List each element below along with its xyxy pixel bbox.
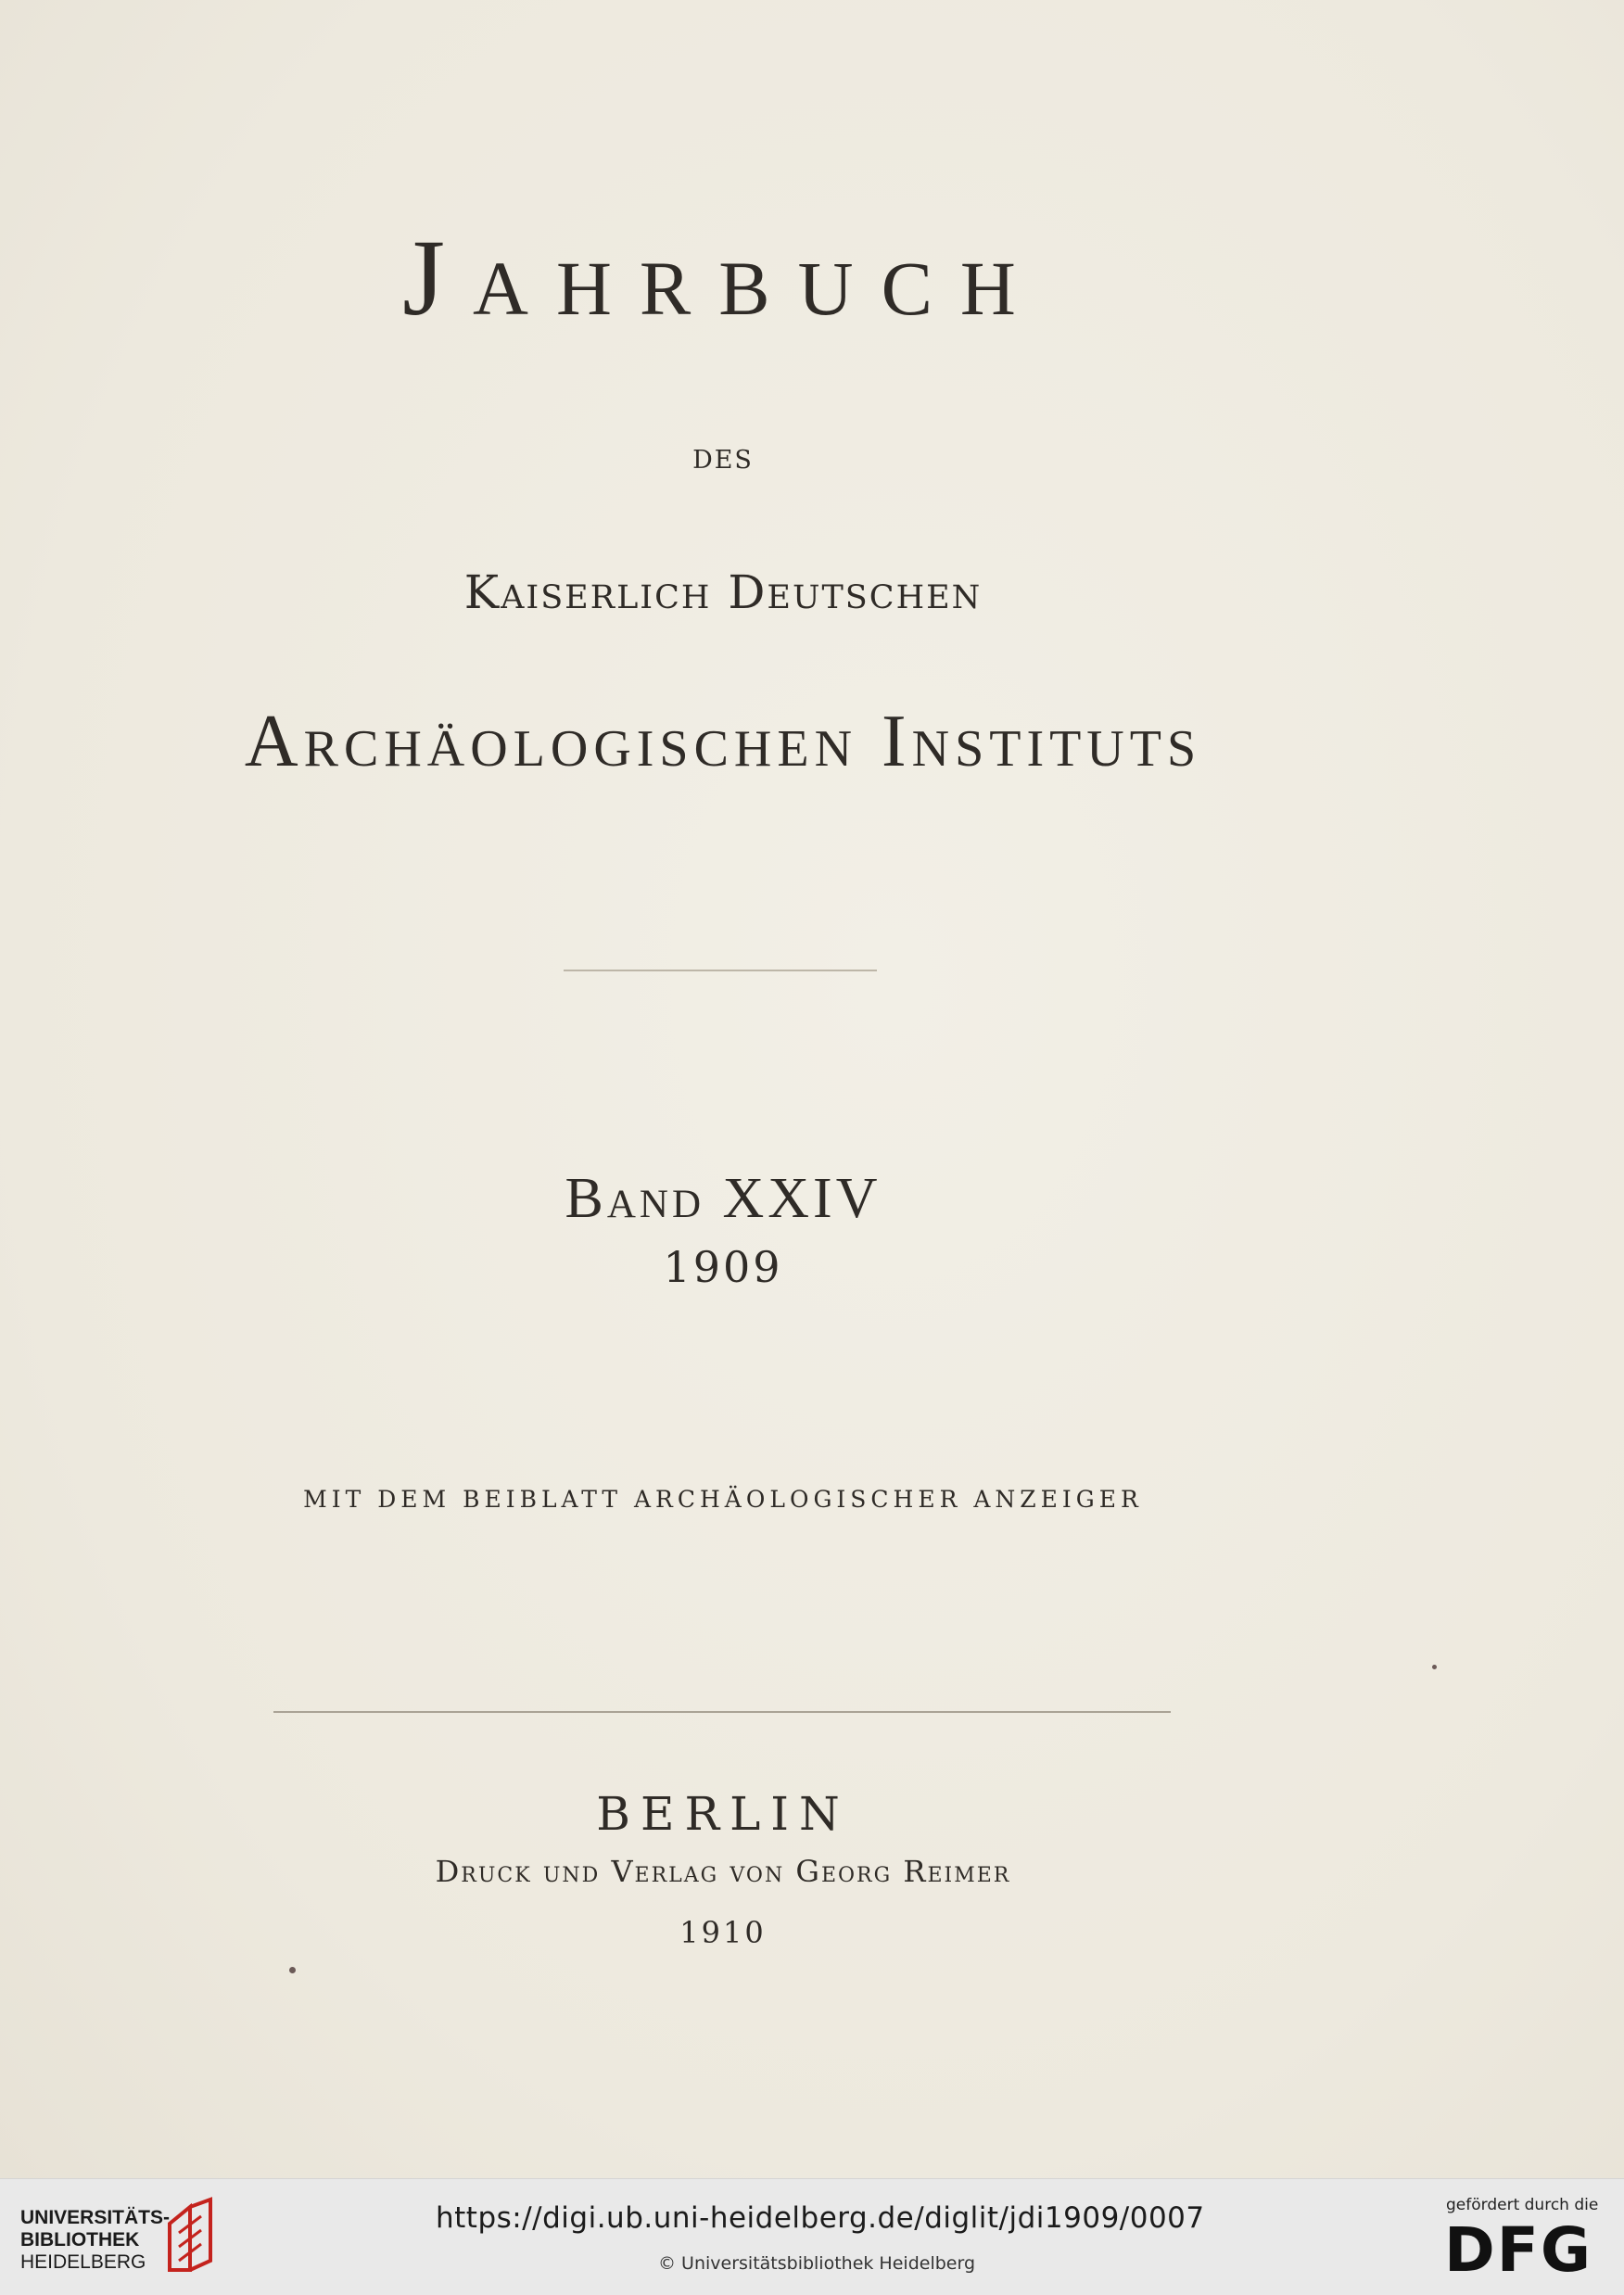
journal-title: Jahrbuch [402, 217, 1044, 338]
title-article-des: des [692, 436, 754, 476]
digitization-footer [0, 2178, 1624, 2295]
supplement-note: MIT DEM BEIBLATT ARCHÄOLOGISCHER ANZEIGER [303, 1486, 1143, 1513]
paper-speck [1432, 1665, 1437, 1669]
volume-number: Band XXIV [565, 1167, 882, 1230]
institute-name-line1: Kaiserlich Deutschen [463, 565, 983, 619]
publisher-line: Druck und Verlag von Georg Reimer [435, 1854, 1011, 1889]
library-name-line2: BIBLIOTHEK [20, 2229, 140, 2251]
dfg-logo-icon: DFG [1444, 2214, 1593, 2286]
copyright-notice: © Universitätsbibliothek Heidelberg [658, 2253, 976, 2274]
library-name-line3: HEIDELBERG [20, 2251, 146, 2273]
publication-city: BERLIN [596, 1787, 850, 1841]
divider-long [273, 1711, 1171, 1713]
library-name [20, 2207, 170, 2274]
library-name-line1: UNIVERSITÄTS- [20, 2207, 171, 2228]
paper-speck [289, 1967, 296, 1973]
library-logo-icon [162, 2196, 227, 2279]
institute-name-line2: Archäologischen Instituts [244, 701, 1202, 782]
publication-year: 1910 [679, 1915, 767, 1950]
permalink-url[interactable]: https://digi.ub.uni-heidelberg.de/diglit/jdi1909/0007 [436, 2201, 1205, 2235]
volume-year: 1909 [663, 1242, 783, 1292]
funding-note: gefördert durch die [1446, 2196, 1599, 2214]
divider-short [564, 970, 877, 971]
